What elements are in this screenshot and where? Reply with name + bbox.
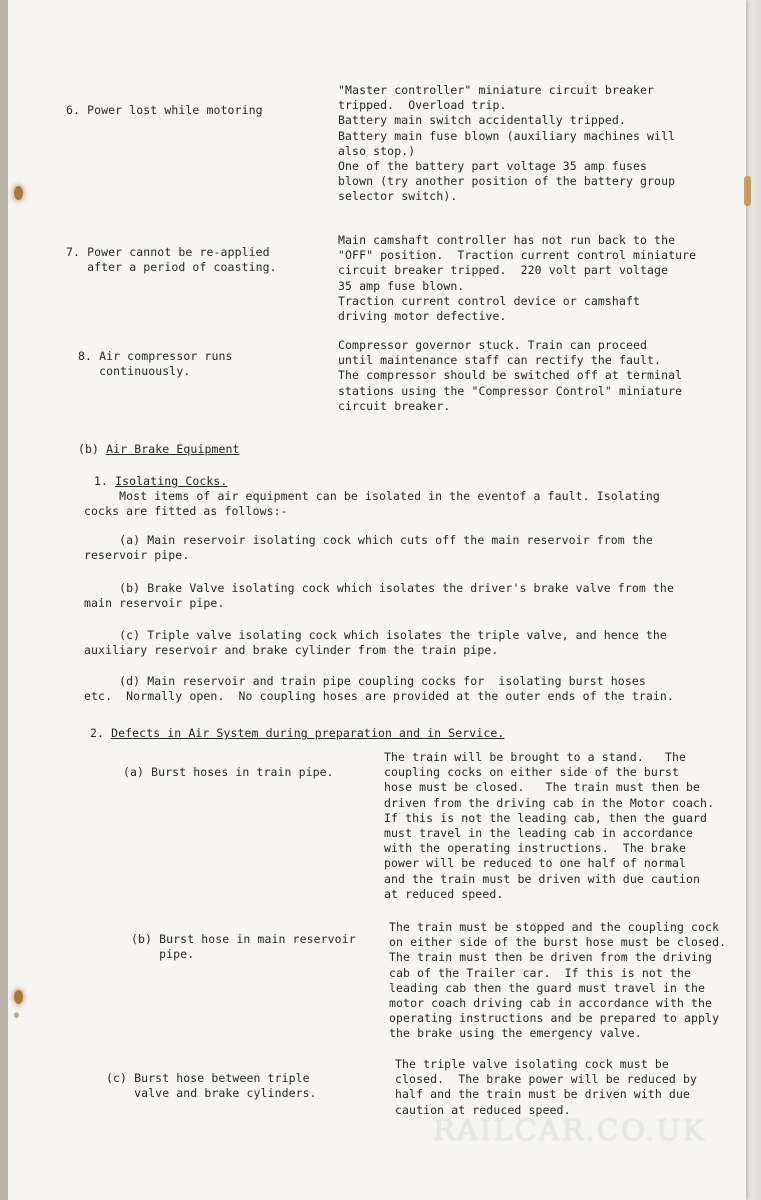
defect-b-procedure: The train must be stopped and the coupling cock on either side of the burst hose must be closed. The train must then be driven from the driving cab of the Trailer car. If this is not the leading cab then the guard must travel in the motor coach driving cab in accordance with the operating instructions and be prepared to apply the brake using the emergency valve. xyxy=(389,920,727,1041)
defect-b-title: (b) Burst hose in main reservoir pipe. xyxy=(131,932,356,962)
fault-6-causes: "Master controller" miniature circuit breaker tripped. Overload trip. Battery main switch accidentally tripped. Battery main fuse blown (auxiliary machines will also stop.) One of the battery part voltage 35 amp fuses blown (try another position of the battery group selector switch). xyxy=(338,83,676,204)
fault-8-causes: Compressor governor stuck. Train can proceed until maintenance staff can rectify the fault. The compressor should be switched off at terminal stations using the "Compressor Control" miniature circuit breaker. xyxy=(338,338,683,413)
defect-a-title: (a) Burst hoses in train pipe. xyxy=(123,765,334,779)
isolating-cock-item-b: (b) Brake Valve isolating cock which isolates the driver's brake valve from the main reservoir pipe. xyxy=(84,581,674,611)
subheading-isolating-cocks: 1. Isolating Cocks. xyxy=(94,474,228,488)
subheading-air-system-defects: 2. Defects in Air System during preparation and in Service. xyxy=(90,726,505,740)
watermark-text: RAILCAR.CO.UK xyxy=(433,1113,707,1147)
binder-hole xyxy=(14,1012,19,1018)
defect-c-title: (c) Burst hose between triple valve and brake cylinders. xyxy=(106,1071,317,1101)
fault-8-title: 8. Air compressor runs continuously. xyxy=(78,349,233,379)
edge-rust-mark xyxy=(744,176,751,206)
isolating-cock-item-c: (c) Triple valve isolating cock which isolates the triple valve, and hence the auxiliary reservoir and brake cylinder from the train pipe. xyxy=(84,628,667,658)
binder-hole-rust xyxy=(14,990,23,1004)
isolating-cocks-intro: Most items of air equipment can be isolated in the eventof a fault. Isolating cocks are fitted as follows:- xyxy=(84,489,660,519)
defect-c-procedure: The triple valve isolating cock must be closed. The brake power will be reduced by half and the train must be driven with due caution at reduced speed. xyxy=(395,1057,698,1117)
fault-6-title: 6. Power lost while motoring xyxy=(66,103,263,117)
isolating-cock-item-d: (d) Main reservoir and train pipe coupling cocks for isolating burst hoses etc. Normally open. No coupling hoses are provided at the outer ends of the train. xyxy=(84,674,674,704)
fault-7-causes: Main camshaft controller has not run back to the "OFF" position. Traction current control miniature circuit breaker tripped. 220 volt part voltage 35 amp fuse blown. Traction current control device or camshaft driving motor defective. xyxy=(338,233,697,324)
defect-a-procedure: The train will be brought to a stand. The coupling cocks on either side of the burst hose must be closed. The train must then be driven from the driving cab in the Motor coach. If this is not the leading cab, then the guard must travel in the leading cab in accordance with the operating instructions. The brake power will be reduced to one half of normal and the train must be driven with due caution at reduced speed. xyxy=(384,750,715,901)
fault-7-title: 7. Power cannot be re-applied after a period of coasting. xyxy=(66,245,277,275)
typed-document-page xyxy=(8,0,746,1200)
binder-hole-rust xyxy=(14,186,23,200)
section-heading-air-brake: (b) Air Brake Equipment xyxy=(78,442,240,456)
isolating-cock-item-a: (a) Main reservoir isolating cock which cuts off the main reservoir from the reservoir pipe. xyxy=(84,533,653,563)
